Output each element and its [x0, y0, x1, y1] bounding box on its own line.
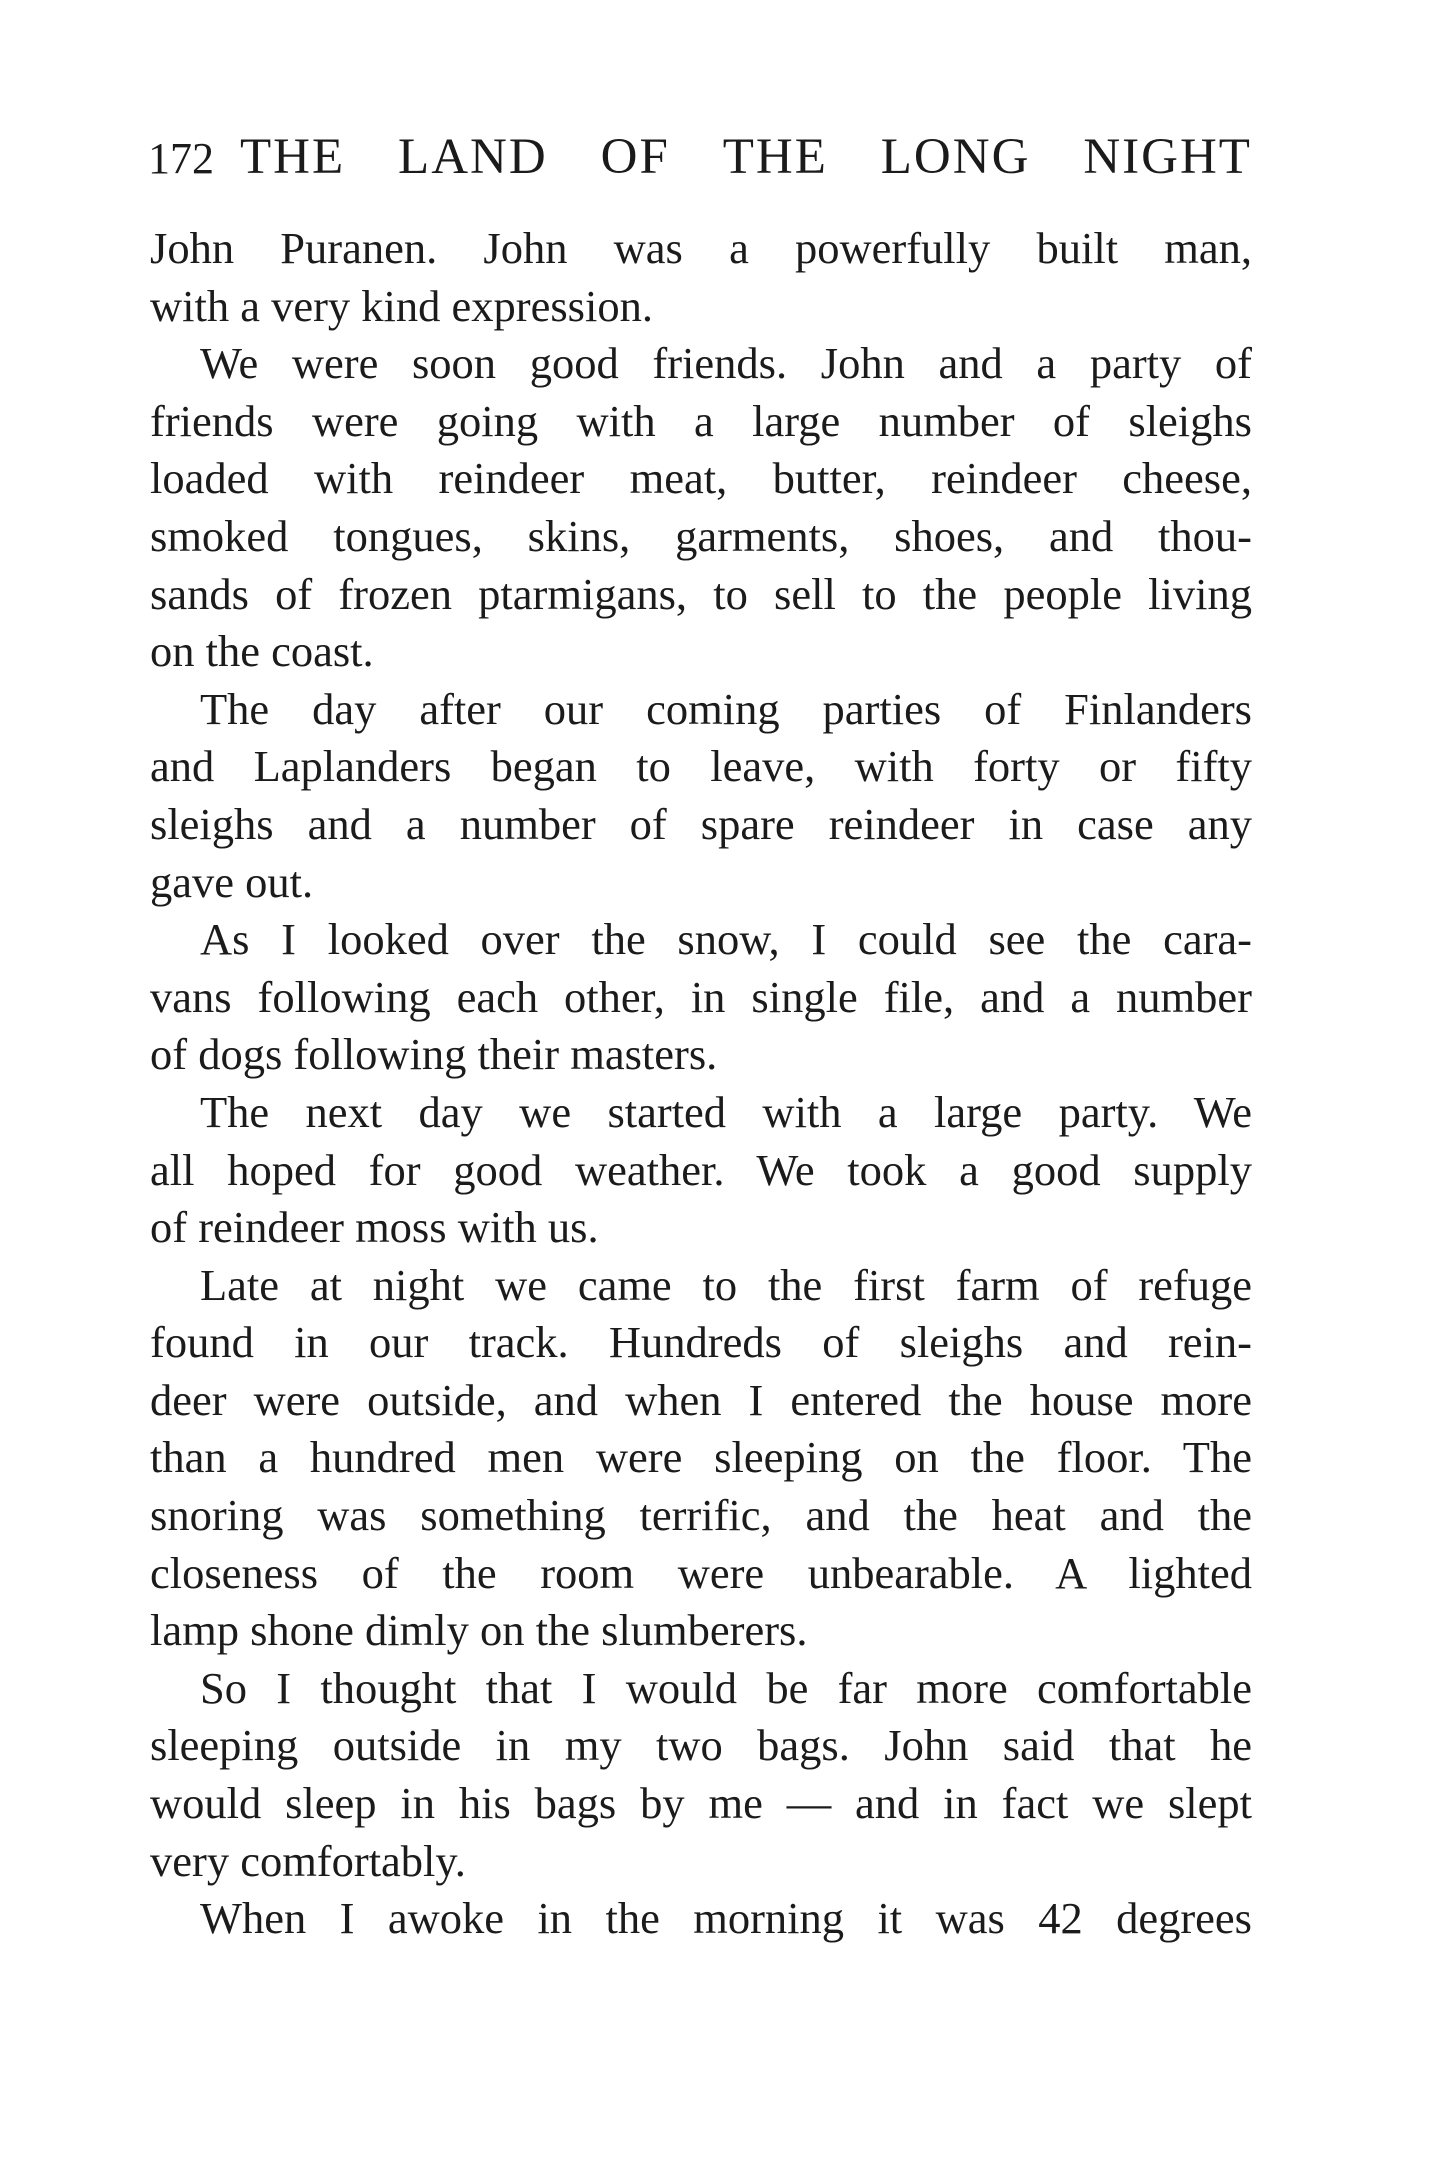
text-line: When I awoke in the morning it was 42 degrees [200, 1893, 1252, 1944]
text-line: sleeping outside in my two bags. John said that he [150, 1720, 1252, 1771]
text-line: friends were going with a large number of sleighs [150, 395, 1252, 446]
text-line: Late at night we came to the first farm of refuge [200, 1259, 1252, 1310]
text-line: would sleep in his bags by me — and in fact we slept [150, 1778, 1252, 1829]
running-title-word: NIGHT [1083, 129, 1252, 185]
page-header [148, 128, 1252, 198]
text-line: all hoped for good weather. We took a good supply [150, 1144, 1252, 1195]
running-title-word: THE [240, 129, 346, 185]
text-line: sands of frozen ptarmigans, to sell to the people living [150, 568, 1252, 619]
paragraph [150, 1084, 1252, 1257]
text-line: with a very kind expression. [150, 280, 653, 331]
text-line: sleighs and a number of spare reindeer in case any [150, 798, 1252, 849]
running-title-word: LONG [880, 129, 1031, 185]
text-line: closeness of the room were unbearable. A lighted [150, 1547, 1252, 1598]
text-line: smoked tongues, skins, garments, shoes, and thou- [150, 510, 1252, 561]
body-text [150, 220, 1252, 1948]
text-line: deer were outside, and when I entered the house more [150, 1374, 1252, 1425]
running-title-word: OF [600, 129, 670, 185]
text-line: of dogs following their masters. [150, 1029, 718, 1080]
text-line: of reindeer moss with us. [150, 1202, 599, 1253]
text-line: The day after our coming parties of Finlanders [200, 683, 1252, 734]
text-line: gave out. [150, 856, 314, 907]
text-line: John Puranen. John was a powerfully built man, [150, 223, 1252, 273]
text-line: lamp shone dimly on the slumberers. [150, 1605, 808, 1656]
text-line: and Laplanders began to leave, with forty or fifty [150, 741, 1252, 792]
text-line: on the coast. [150, 626, 374, 677]
paragraph [150, 1660, 1252, 1890]
text-line: found in our track. Hundreds of sleighs and rein- [150, 1317, 1252, 1368]
paragraph [150, 220, 1252, 335]
page-number: 172 [148, 134, 214, 183]
paragraph [150, 1890, 1252, 1948]
text-line: snoring was something terrific, and the heat and the [150, 1490, 1252, 1541]
text-line: As I looked over the snow, I could see the cara- [200, 914, 1252, 965]
running-title [240, 128, 1252, 186]
running-title-word: THE [722, 129, 828, 185]
text-line: than a hundred men were sleeping on the floor. The [150, 1432, 1252, 1483]
paragraph [150, 335, 1252, 681]
text-line: loaded with reindeer meat, butter, reindeer cheese, [150, 453, 1252, 504]
paragraph [150, 681, 1252, 911]
text-line: So I thought that I would be far more comfortable [200, 1662, 1252, 1713]
text-line: We were soon good friends. John and a party of [200, 338, 1252, 389]
text-line: vans following each other, in single file, and a number [150, 971, 1252, 1022]
paragraph [150, 1257, 1252, 1660]
paragraph [150, 911, 1252, 1084]
running-title-word: LAND [398, 129, 548, 185]
text-line: very comfortably. [150, 1835, 466, 1886]
text-line: The next day we started with a large party. We [200, 1086, 1252, 1137]
